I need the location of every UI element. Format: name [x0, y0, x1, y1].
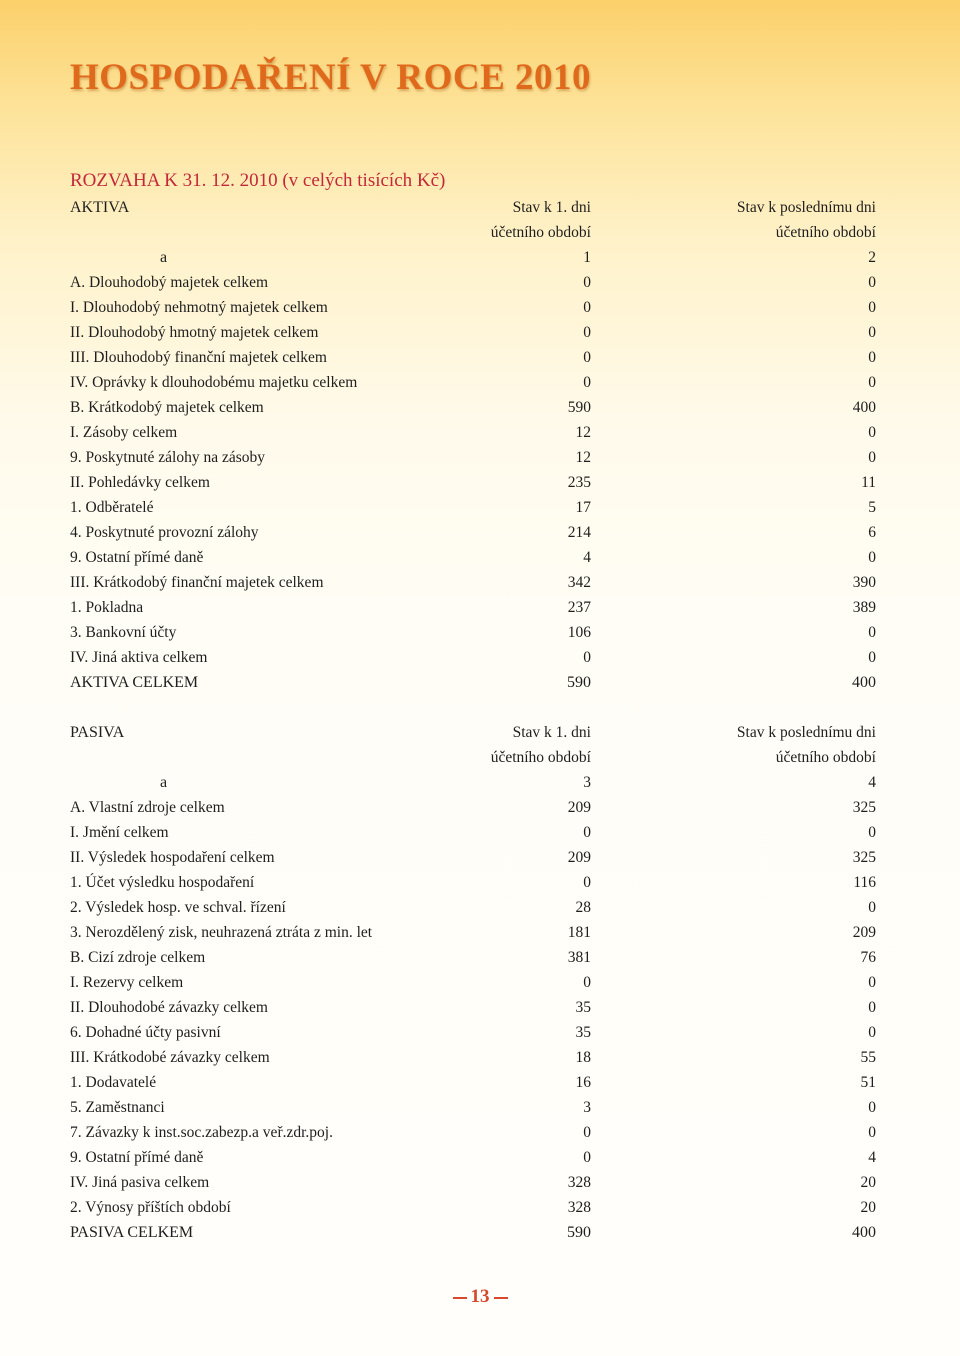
- row-label: III. Krátkodobý finanční majetek celkem: [70, 574, 324, 591]
- row-value-end: 0: [868, 974, 876, 991]
- table-row: [70, 1195, 876, 1220]
- pasiva-rows: [70, 795, 876, 1220]
- row-label: 7. Závazky k inst.soc.zabezp.a veř.zdr.poj.: [70, 1124, 333, 1141]
- row-value-end: 0: [868, 1024, 876, 1041]
- row-value-start: 0: [583, 874, 591, 891]
- row-value-start: 12: [575, 424, 591, 441]
- row-value-end: 0: [868, 549, 876, 566]
- pasiva-heading: PASIVA: [70, 724, 125, 741]
- row-value-end: 0: [868, 374, 876, 391]
- row-value-end: 0: [868, 649, 876, 666]
- row-label: 1. Dodavatelé: [70, 1074, 157, 1091]
- aktiva-header-row-2: [70, 220, 876, 245]
- row-value-end: 389: [852, 599, 876, 616]
- row-value-end: 0: [868, 824, 876, 841]
- row-value-start: 0: [583, 649, 591, 666]
- row-label: 9. Poskytnuté zálohy na zásoby: [70, 449, 266, 466]
- row-value-start: 235: [567, 474, 591, 491]
- row-value-end: 0: [868, 324, 876, 341]
- row-value-start: 0: [583, 1149, 591, 1166]
- aktiva-total-label: AKTIVA CELKEM: [70, 674, 199, 691]
- pasiva-col2-heading: Stav k poslednímu dni: [736, 724, 876, 741]
- row-label: 1. Odběratelé: [70, 499, 154, 516]
- table-row: [70, 895, 876, 920]
- table-row: [70, 645, 876, 670]
- table-row: [70, 345, 876, 370]
- row-label: IV. Oprávky k dlouhodobému majetku celkem: [70, 374, 358, 391]
- pasiva-index-row: [70, 770, 876, 795]
- row-value-start: 181: [567, 924, 591, 941]
- row-label: 1. Účet výsledku hospodaření: [70, 874, 255, 891]
- table-row: [70, 845, 876, 870]
- page-title: HOSPODAŘENÍ V ROCE 2010: [70, 57, 592, 98]
- row-value-end: 51: [860, 1074, 876, 1091]
- row-value-end: 209: [852, 924, 876, 941]
- table-row: [70, 270, 876, 295]
- row-value-end: 4: [868, 1149, 876, 1166]
- row-value-end: 55: [860, 1049, 876, 1066]
- row-value-end: 6: [868, 524, 876, 541]
- row-value-end: 390: [852, 574, 876, 591]
- table-row: [70, 795, 876, 820]
- row-label: A. Dlouhodobý majetek celkem: [70, 274, 269, 291]
- row-value-start: 328: [567, 1199, 591, 1216]
- aktiva-col2-heading: Stav k poslednímu dni: [736, 199, 876, 216]
- table-row: [70, 970, 876, 995]
- row-value-end: 0: [868, 349, 876, 366]
- table-row: [70, 395, 876, 420]
- row-value-start: 0: [583, 1124, 591, 1141]
- pasiva-index-col2: 4: [868, 774, 876, 791]
- table-row: [70, 1070, 876, 1095]
- row-value-start: 35: [575, 1024, 591, 1041]
- row-value-end: 20: [860, 1174, 876, 1191]
- row-value-start: 209: [567, 799, 591, 816]
- table-row: [70, 1045, 876, 1070]
- aktiva-total-col1: 590: [567, 674, 591, 691]
- row-label: 6. Dohadné účty pasivní: [70, 1024, 221, 1041]
- row-value-start: 590: [567, 399, 591, 416]
- aktiva-col1-heading: Stav k 1. dni: [512, 199, 591, 216]
- table-row: [70, 920, 876, 945]
- row-value-start: 342: [567, 574, 591, 591]
- table-row: [70, 295, 876, 320]
- row-label: 2. Výnosy příštích období: [70, 1199, 231, 1216]
- pasiva-index-label: a: [160, 774, 168, 791]
- pasiva-col1-heading: Stav k 1. dni: [512, 724, 591, 741]
- row-value-start: 18: [575, 1049, 591, 1066]
- aktiva-heading: AKTIVA: [70, 199, 130, 216]
- row-label: A. Vlastní zdroje celkem: [70, 799, 225, 816]
- aktiva-rows: [70, 270, 876, 670]
- row-value-end: 0: [868, 1099, 876, 1116]
- page-number-value: 13: [470, 1286, 490, 1307]
- row-label: 2. Výsledek hosp. ve schval. řízení: [70, 899, 286, 916]
- page-number: [0, 1286, 960, 1308]
- row-value-start: 381: [567, 949, 591, 966]
- pasiva-col1-subheading: účetního období: [490, 749, 591, 766]
- table-row: [70, 370, 876, 395]
- row-value-start: 209: [567, 849, 591, 866]
- row-value-end: 0: [868, 899, 876, 916]
- pasiva-col2-subheading: účetního období: [775, 749, 876, 766]
- table-row: [70, 945, 876, 970]
- aktiva-index-label: a: [160, 249, 168, 266]
- row-value-start: 0: [583, 324, 591, 341]
- table-row: [70, 1095, 876, 1120]
- aktiva-col2-subheading: účetního období: [775, 224, 876, 241]
- row-label: I. Dlouhodobý nehmotný majetek celkem: [70, 299, 328, 316]
- row-value-start: 3: [583, 1099, 591, 1116]
- row-value-end: 0: [868, 1124, 876, 1141]
- table-row: [70, 1020, 876, 1045]
- row-label: 4. Poskytnuté provozní zálohy: [70, 524, 259, 541]
- table-row: [70, 870, 876, 895]
- table-row: [70, 820, 876, 845]
- pasiva-total-label: PASIVA CELKEM: [70, 1224, 194, 1241]
- aktiva-index-col2: 2: [868, 249, 876, 266]
- row-value-end: 0: [868, 449, 876, 466]
- table-row: [70, 520, 876, 545]
- row-label: IV. Jiná aktiva celkem: [70, 649, 208, 666]
- aktiva-header-row: [70, 195, 876, 220]
- table-row: [70, 545, 876, 570]
- row-value-start: 0: [583, 274, 591, 291]
- table-row: [70, 445, 876, 470]
- pasiva-index-col1: 3: [583, 774, 591, 791]
- row-label: I. Zásoby celkem: [70, 424, 178, 441]
- row-value-start: 17: [575, 499, 591, 516]
- row-value-end: 11: [861, 474, 876, 491]
- aktiva-index-row: [70, 245, 876, 270]
- row-value-end: 0: [868, 999, 876, 1016]
- row-value-start: 0: [583, 974, 591, 991]
- row-value-end: 0: [868, 274, 876, 291]
- row-label: III. Krátkodobé závazky celkem: [70, 1049, 270, 1066]
- row-label: B. Cizí zdroje celkem: [70, 949, 206, 966]
- row-value-end: 400: [852, 399, 876, 416]
- row-label: II. Pohledávky celkem: [70, 474, 210, 491]
- aktiva-total-col2: 400: [852, 674, 876, 691]
- row-value-end: 116: [853, 874, 876, 891]
- table-row: [70, 1145, 876, 1170]
- row-label: I. Jmění celkem: [70, 824, 169, 841]
- table-row: [70, 570, 876, 595]
- row-value-start: 237: [567, 599, 591, 616]
- row-value-start: 328: [567, 1174, 591, 1191]
- table-row: [70, 1170, 876, 1195]
- aktiva-index-col1: 1: [583, 249, 591, 266]
- row-value-start: 0: [583, 374, 591, 391]
- pasiva-header-row-2: [70, 745, 876, 770]
- row-value-start: 4: [583, 549, 591, 566]
- row-value-start: 35: [575, 999, 591, 1016]
- row-value-start: 16: [575, 1074, 591, 1091]
- row-label: 1. Pokladna: [70, 599, 144, 616]
- pasiva-table: [70, 720, 876, 1245]
- row-value-end: 325: [852, 849, 876, 866]
- row-label: 5. Zaměstnanci: [70, 1099, 165, 1116]
- row-label: II. Dlouhodobé závazky celkem: [70, 999, 268, 1016]
- row-value-start: 214: [567, 524, 591, 541]
- table-row: [70, 470, 876, 495]
- pasiva-total-col1: 590: [567, 1224, 591, 1241]
- row-label: IV. Jiná pasiva celkem: [70, 1174, 210, 1191]
- table-row: [70, 995, 876, 1020]
- row-value-start: 0: [583, 349, 591, 366]
- row-label: I. Rezervy celkem: [70, 974, 184, 991]
- row-value-end: 76: [860, 949, 876, 966]
- aktiva-table: [70, 195, 876, 695]
- row-label: 3. Bankovní účty: [70, 624, 177, 641]
- row-label: II. Výsledek hospodaření celkem: [70, 849, 275, 866]
- table-row: [70, 320, 876, 345]
- row-value-start: 12: [575, 449, 591, 466]
- row-value-start: 28: [575, 899, 591, 916]
- row-value-start: 0: [583, 299, 591, 316]
- row-label: 3. Nerozdělený zisk, neuhrazená ztráta z min. let: [70, 924, 373, 941]
- row-value-start: 106: [567, 624, 591, 641]
- balance-sheet-subtitle: ROZVAHA K 31. 12. 2010 (v celých tisících Kč): [70, 170, 446, 191]
- aktiva-total-row: [70, 670, 876, 695]
- row-label: 9. Ostatní přímé daně: [70, 549, 204, 566]
- table-row: [70, 495, 876, 520]
- row-label: II. Dlouhodobý hmotný majetek celkem: [70, 324, 319, 341]
- table-row: [70, 1120, 876, 1145]
- page-number-dash-right: [494, 1297, 508, 1299]
- row-label: III. Dlouhodobý finanční majetek celkem: [70, 349, 327, 366]
- row-label: 9. Ostatní přímé daně: [70, 1149, 204, 1166]
- table-row: [70, 595, 876, 620]
- row-label: B. Krátkodobý majetek celkem: [70, 399, 264, 416]
- row-value-start: 0: [583, 824, 591, 841]
- row-value-end: 0: [868, 299, 876, 316]
- table-row: [70, 420, 876, 445]
- table-row: [70, 620, 876, 645]
- pasiva-header-row: [70, 720, 876, 745]
- row-value-end: 0: [868, 424, 876, 441]
- page-number-dash-left: [453, 1297, 467, 1299]
- row-value-end: 20: [860, 1199, 876, 1216]
- pasiva-total-row: [70, 1220, 876, 1245]
- row-value-end: 5: [868, 499, 876, 516]
- row-value-end: 0: [868, 624, 876, 641]
- aktiva-col1-subheading: účetního období: [490, 224, 591, 241]
- row-value-end: 325: [852, 799, 876, 816]
- pasiva-total-col2: 400: [852, 1224, 876, 1241]
